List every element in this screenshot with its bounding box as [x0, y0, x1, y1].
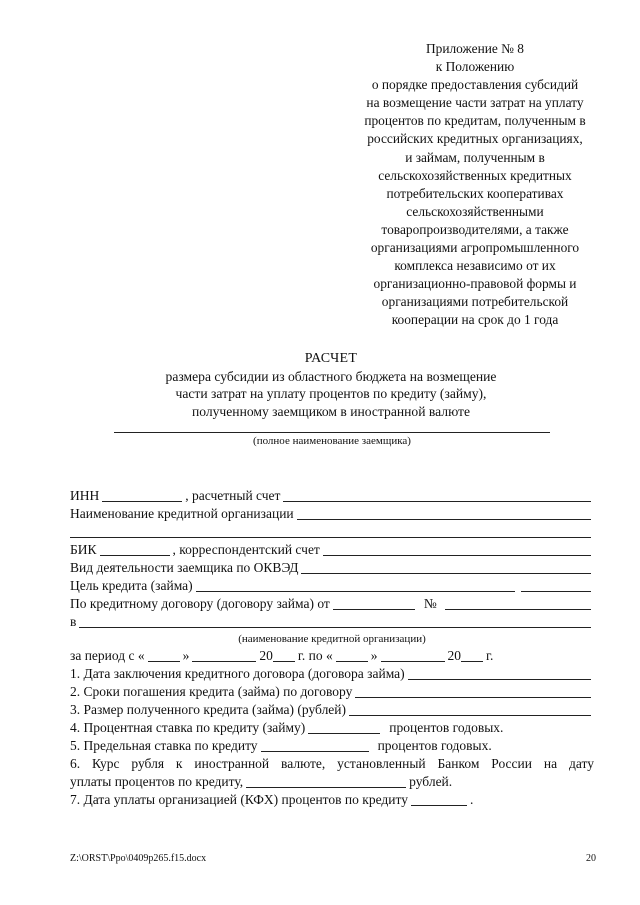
- appendix-line: кооперации на срок до 1 года: [391, 312, 559, 328]
- quote-close-1: »: [182, 648, 190, 663]
- period-to-label: г. по «: [297, 648, 333, 663]
- quote-close-2: »: [370, 648, 378, 663]
- item-2-label: 2. Сроки погашения кредита (займа) по договору: [70, 684, 353, 699]
- appendix-line: к Положению: [435, 59, 515, 75]
- bik-label: БИК: [70, 542, 97, 557]
- item-6-field[interactable]: [246, 774, 406, 788]
- bank-name-row: [70, 505, 594, 523]
- appendix-line: товаропроизводителями, а также: [381, 221, 569, 237]
- bank-in-row: [70, 613, 594, 631]
- item-1-field[interactable]: [408, 666, 591, 680]
- inn-field[interactable]: [102, 488, 182, 502]
- bank-caption: (наименование кредитной организации): [238, 633, 426, 645]
- title-heading: РАСЧЕТ: [304, 351, 358, 366]
- item-5-field[interactable]: [261, 738, 369, 752]
- item-6-line-1: [70, 755, 594, 773]
- inn-row: [70, 487, 594, 505]
- borrower-name-field[interactable]: [114, 432, 550, 433]
- appendix-line: комплекса независимо от их: [394, 258, 556, 274]
- appendix-line: потребительских кооперативах: [386, 185, 564, 201]
- appendix-line: организациями агропромышленного: [370, 240, 580, 256]
- okved-row: [70, 559, 594, 577]
- in-label: в: [70, 614, 77, 629]
- contract-label: По кредитному договору (договору займа) от: [70, 596, 330, 611]
- borrower-name-caption: (полное наименование заемщика): [253, 435, 411, 447]
- item-3-field[interactable]: [349, 702, 591, 716]
- title-line-3: полученному заемщиком в иностранной валюте: [191, 403, 471, 419]
- calculation-form: [70, 487, 594, 809]
- period-to-day[interactable]: [336, 648, 368, 662]
- item-7-suffix: .: [469, 792, 474, 807]
- item-5-row: [70, 737, 594, 755]
- bank-name-continuation: [70, 523, 594, 541]
- period-from-month[interactable]: [192, 648, 256, 662]
- document-title: [80, 350, 582, 420]
- year-end-label: г.: [486, 648, 494, 663]
- appendix-line: на возмещение части затрат на уплату: [366, 95, 584, 111]
- item-2-row: [70, 683, 594, 701]
- item-4-suffix: процентов годовых.: [389, 720, 504, 735]
- title-line-1: размера субсидии из областного бюджета на возмещение: [165, 368, 497, 384]
- item-7-label: 7. Дата уплаты организацией (КФХ) процентов по кредиту: [70, 792, 408, 807]
- period-row: [70, 647, 594, 665]
- purpose-field[interactable]: [196, 578, 515, 592]
- contract-date-field[interactable]: [333, 596, 415, 610]
- item-1-label: 1. Дата заключения кредитного договора (договора займа): [70, 666, 405, 681]
- item-3-row: [70, 701, 594, 719]
- item-4-row: [70, 719, 594, 737]
- appendix-header: [330, 40, 620, 330]
- item-6-label-2: уплаты процентов по кредиту,: [70, 774, 244, 789]
- creditor-bank-field[interactable]: [79, 614, 591, 628]
- bank-name-field-continued[interactable]: [70, 524, 591, 538]
- item-5-suffix: процентов годовых.: [377, 738, 492, 753]
- appendix-line: Приложение № 8: [425, 41, 525, 56]
- item-7-field[interactable]: [411, 792, 467, 806]
- item-5-label: 5. Предельная ставка по кредиту: [70, 738, 258, 753]
- appendix-line: организационно-правовой формы и: [373, 276, 577, 292]
- period-from-year[interactable]: [273, 648, 295, 662]
- purpose-row: [70, 577, 594, 595]
- item-2-field[interactable]: [355, 684, 591, 698]
- number-sign: №: [423, 596, 437, 611]
- bank-name-label: Наименование кредитной организации: [70, 506, 294, 521]
- period-to-year[interactable]: [461, 648, 483, 662]
- item-7-row: [70, 791, 594, 809]
- appendix-line: сельскохозяйственными: [406, 203, 544, 219]
- contract-number-field[interactable]: [445, 596, 591, 610]
- item-4-label: 4. Процентная ставка по кредиту (займу): [70, 720, 306, 735]
- purpose-label: Цель кредита (займа): [70, 578, 193, 593]
- corr-account-label: , корреспондентский счет: [172, 542, 320, 557]
- purpose-field-extra[interactable]: [521, 578, 591, 592]
- corr-account-field[interactable]: [323, 542, 591, 556]
- bik-field[interactable]: [100, 542, 170, 556]
- appendix-line: процентов по кредитам, полученным в: [364, 113, 586, 129]
- okved-label: Вид деятельности заемщика по ОКВЭД: [70, 560, 299, 575]
- period-to-month[interactable]: [381, 648, 445, 662]
- account-field[interactable]: [283, 488, 591, 502]
- title-line-2: части затрат на уплату процентов по кредиту (займу),: [175, 386, 487, 401]
- appendix-line: российских кредитных организациях,: [367, 131, 583, 147]
- bik-row: [70, 541, 594, 559]
- okved-field[interactable]: [301, 560, 591, 574]
- appendix-line: и займам, полученным в: [405, 149, 545, 165]
- item-6-suffix: рублей.: [409, 774, 453, 789]
- contract-row: [70, 595, 594, 613]
- inn-label: ИНН: [70, 488, 100, 503]
- item-3-label: 3. Размер полученного кредита (займа) (рублей): [70, 702, 347, 717]
- account-label: , расчетный счет: [185, 488, 281, 503]
- item-6-label: 6. Курс рубля к иностранной валюте, установленный Банком России на дату: [70, 756, 594, 771]
- item-4-field[interactable]: [308, 720, 380, 734]
- page-number: 20: [586, 853, 596, 864]
- appendix-line: сельскохозяйственных кредитных: [378, 167, 572, 183]
- period-from-day[interactable]: [148, 648, 180, 662]
- year-prefix-2: 20: [447, 648, 461, 663]
- item-1-row: [70, 665, 594, 683]
- item-6-line-2: [70, 773, 594, 791]
- appendix-line: о порядке предоставления субсидий: [371, 77, 579, 93]
- appendix-line: организациями потребительской: [381, 294, 569, 310]
- footer-file-path: Z:\ORST\Ppo\0409p265.f15.docx: [70, 853, 207, 864]
- year-prefix-1: 20: [259, 648, 273, 663]
- period-from-label: за период с «: [70, 648, 145, 663]
- bank-name-field[interactable]: [297, 506, 591, 520]
